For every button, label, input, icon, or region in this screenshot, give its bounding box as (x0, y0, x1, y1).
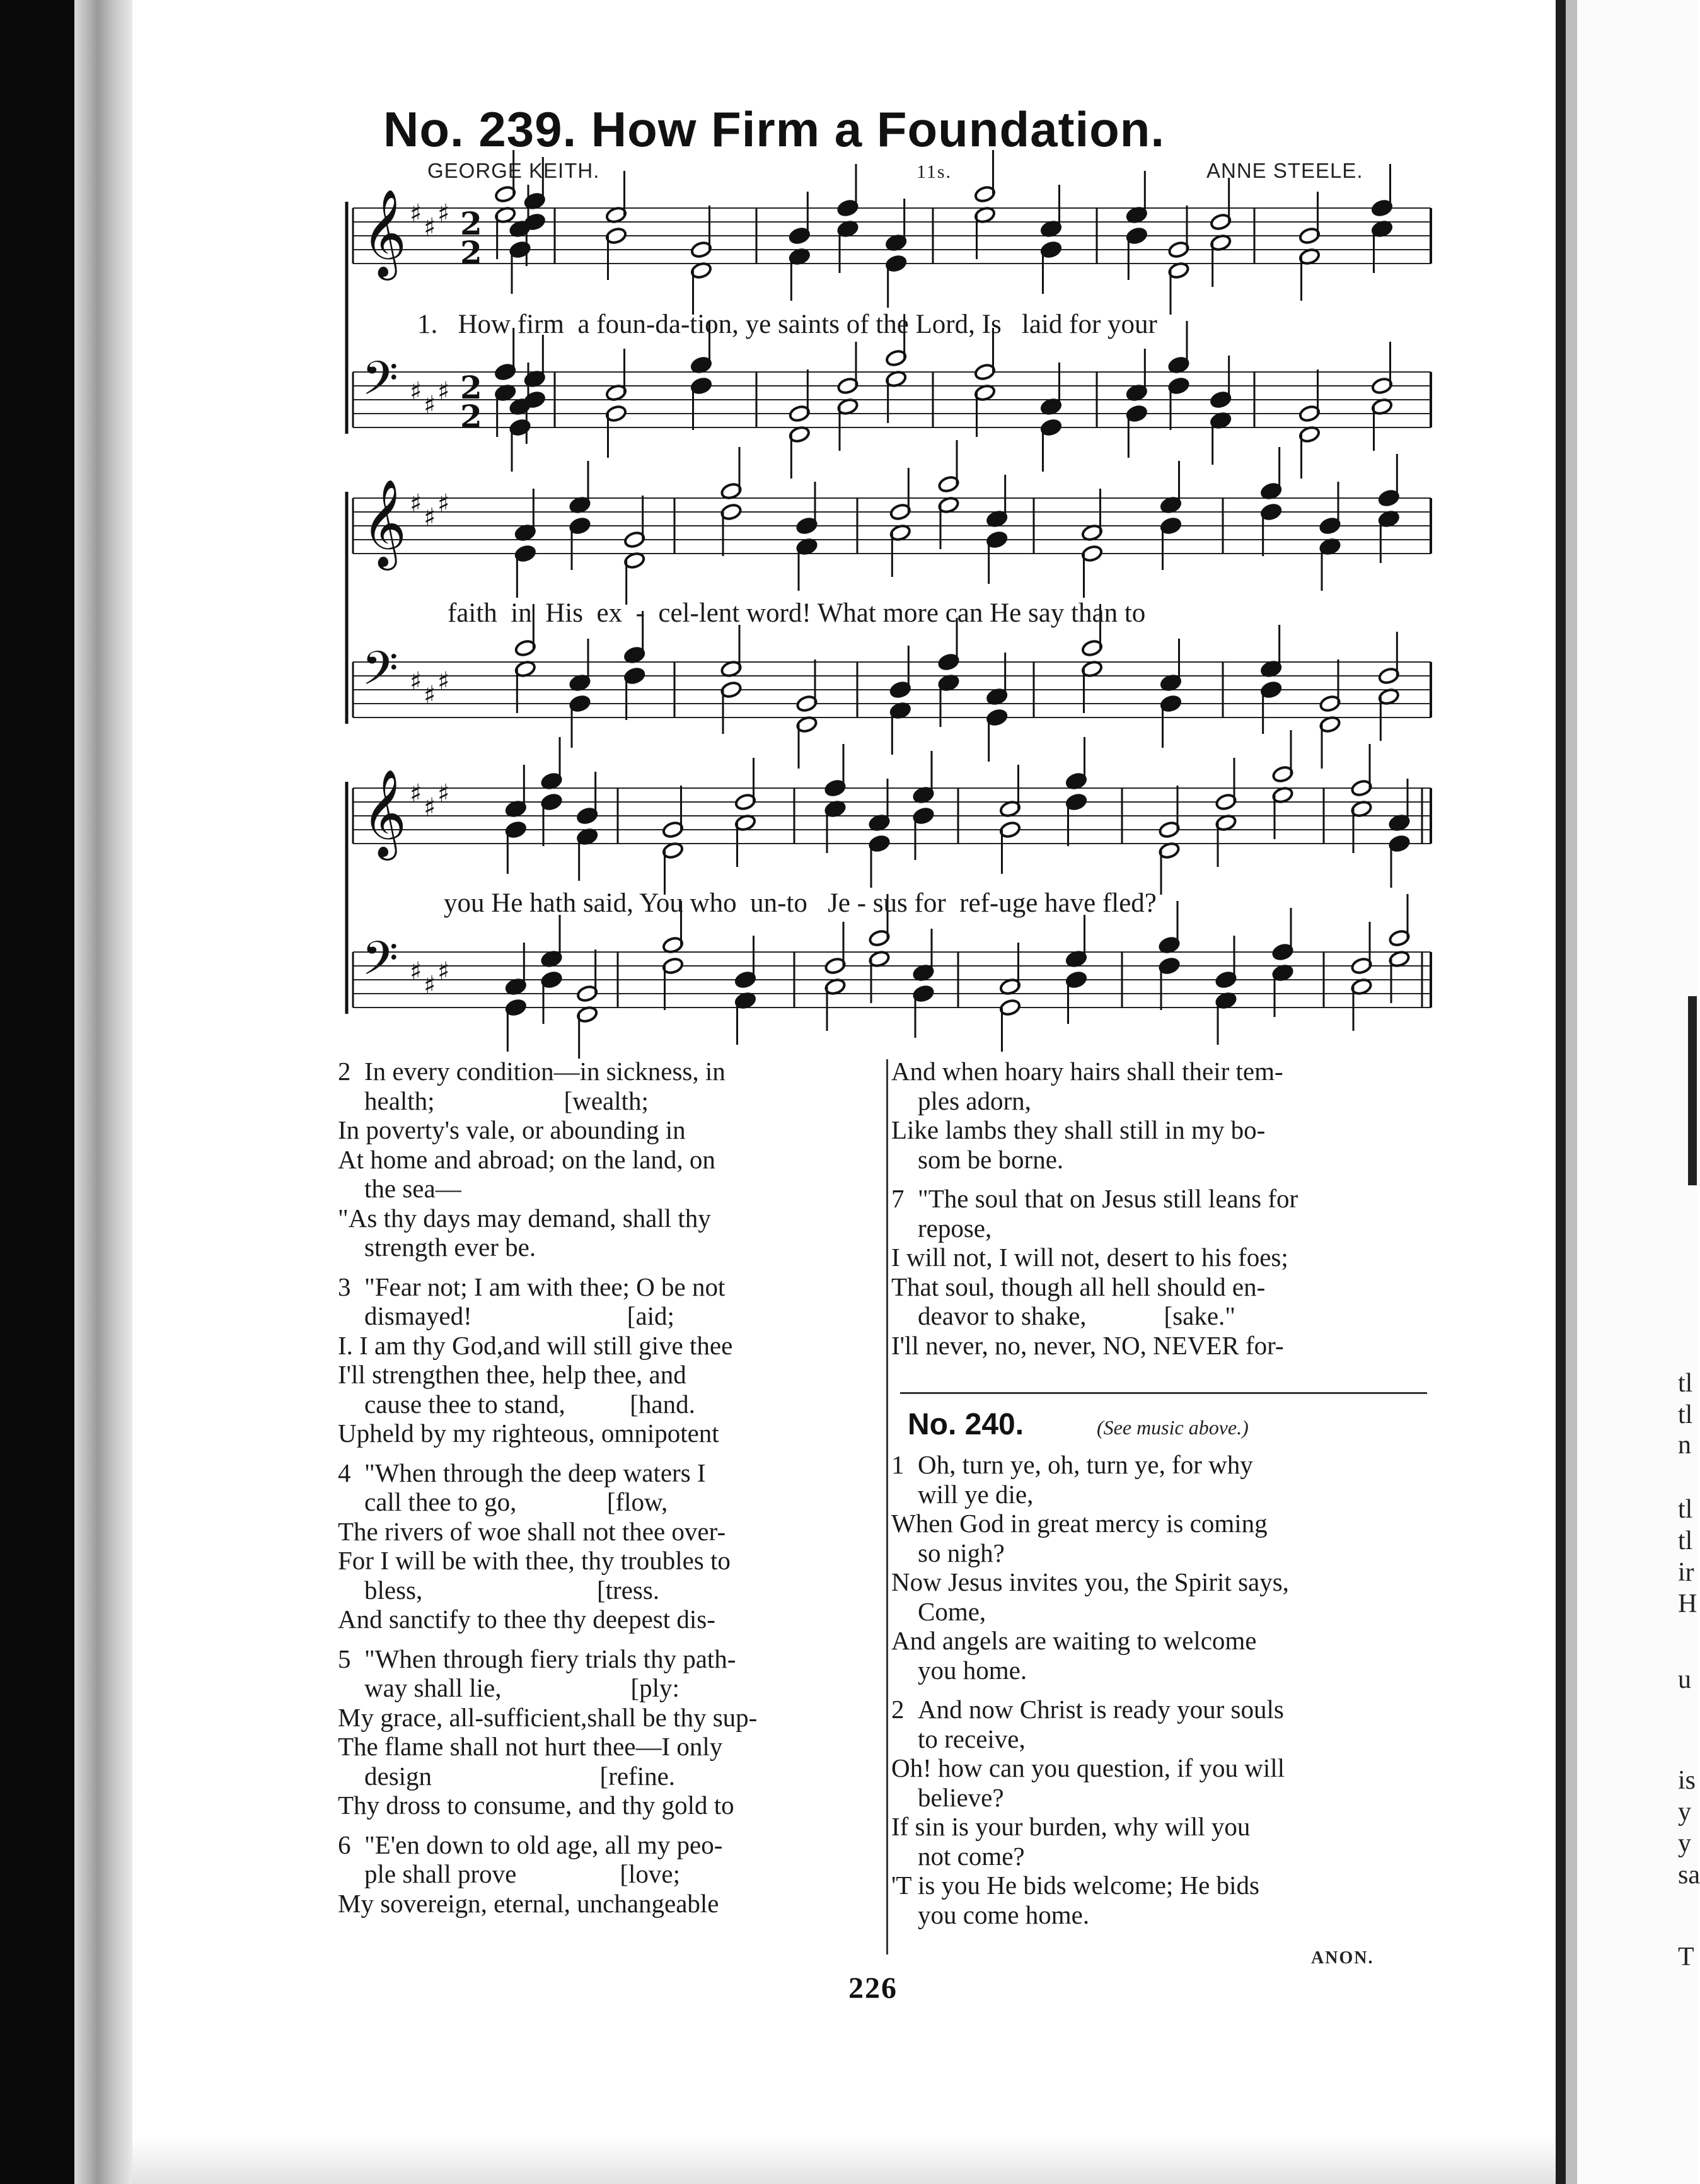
verse-line (338, 1546, 875, 1576)
verse-text: My sovereign, eternal, unchangeable (338, 1888, 719, 1918)
verse-number: 2 (891, 1695, 905, 1724)
verse-line (891, 1057, 1427, 1086)
verse-line (338, 1419, 875, 1448)
sharp-icon: ♯ (424, 503, 436, 532)
time-signature-top: 2 (460, 369, 482, 406)
verse-line (891, 1450, 1427, 1480)
verse-text: The rivers of woe shall not thee over- (338, 1516, 726, 1546)
verse-line (891, 1145, 1427, 1175)
verse-text: My grace, all-sufficient,shall be thy sup- (338, 1702, 758, 1732)
verse-text: And now Christ is ready your souls (918, 1695, 1284, 1724)
verse-text: Oh, turn ye, oh, turn ye, for why (918, 1450, 1253, 1479)
verse-line (338, 1331, 875, 1361)
verse-text: Oh! how can you question, if you will (891, 1753, 1285, 1782)
verse-text: I will not, I will not, desert to his foes; (891, 1243, 1288, 1272)
verse-text: The flame shall not hurt thee—I only (338, 1732, 723, 1761)
verse-line (891, 1538, 1427, 1568)
verse-line (338, 1605, 875, 1634)
sharp-icon: ♯ (424, 681, 436, 710)
sharp-icon: ♯ (437, 489, 450, 518)
verse-text: At home and abroad; on the land, on (338, 1144, 715, 1174)
verse-line (338, 1576, 875, 1605)
verse-number: 5 (338, 1644, 351, 1673)
sharp-icon: ♯ (424, 793, 436, 822)
sharp-icon: ♯ (410, 377, 422, 406)
verse-line (338, 1360, 875, 1390)
verse-block (891, 1057, 1427, 1174)
adjacent-page-fragment: tl (1678, 1400, 1693, 1429)
verse-block (338, 1644, 875, 1820)
verse-text: to receive, (918, 1724, 1026, 1753)
scan-background (0, 0, 74, 2184)
verse-block (891, 1450, 1427, 1685)
verse-line (891, 1783, 1427, 1813)
verses-right-column (891, 1057, 1427, 1370)
verse-line (891, 1214, 1427, 1243)
adjacent-page-rule (1688, 996, 1697, 1185)
time-signature-top: 2 (460, 205, 482, 242)
verse-line (338, 1673, 875, 1703)
column-divider (886, 1059, 888, 1955)
adjacent-page-edge (1577, 0, 1700, 2184)
verse-number: 7 (891, 1184, 905, 1213)
verse-text: And sanctify to thee thy deepest dis- (338, 1605, 715, 1634)
verse-line (338, 1390, 875, 1419)
verse-line (338, 1174, 875, 1204)
sharp-icon: ♯ (437, 377, 450, 406)
adjacent-page-fragment: is (1678, 1766, 1696, 1795)
verse-text: you come home. (918, 1900, 1090, 1929)
verse-text: Like lambs they shall still in my bo- (891, 1115, 1266, 1144)
verse-text: 'T is you He bids welcome; He bids (891, 1871, 1259, 1900)
verse-number: 2 (338, 1057, 351, 1086)
sharp-icon: ♯ (410, 489, 422, 518)
verse-line (891, 1272, 1427, 1302)
verse-block (891, 1184, 1427, 1360)
verse-text: deavor to shake, [sake." (918, 1301, 1236, 1330)
verse-text: And when hoary hairs shall their tem- (891, 1057, 1283, 1086)
verse-text: the sea— (364, 1174, 461, 1203)
sharp-icon: ♯ (437, 779, 450, 808)
verse-line (891, 1724, 1427, 1754)
verse-text: Thy dross to consume, and thy gold to (338, 1791, 734, 1820)
treble-clef-icon: 𝄞 (362, 769, 407, 857)
adjacent-page-fragment: T (1678, 1943, 1694, 1972)
page-number: 226 (848, 1972, 898, 2005)
verse-block (338, 1272, 875, 1448)
verse-text: I. I am thy God,and will still give thee (338, 1330, 733, 1360)
hymn-240-verses (891, 1450, 1427, 1939)
verse-line (338, 1703, 875, 1733)
verse-block (338, 1830, 875, 1919)
book-page-edges (74, 0, 132, 2184)
adjacent-page-fragment: H (1678, 1589, 1697, 1618)
verse-text: bless, [tress. (364, 1575, 660, 1605)
hymn-240-note: (See music above.) (1097, 1416, 1249, 1439)
lyric-line-3: you He hath said, You who un-to Je - sus for ref-uge have fled? (444, 888, 1157, 918)
verse-number: 3 (338, 1272, 351, 1301)
verse-line (338, 1057, 875, 1086)
verse-line (891, 1567, 1427, 1597)
verse-number: 1 (891, 1450, 905, 1479)
verse-block (891, 1695, 1427, 1929)
bass-clef-icon: 𝄢 (362, 641, 398, 707)
author-credit: ANNE STEELE. (1206, 159, 1363, 182)
verse-text: In poverty's vale, or abounding in (338, 1115, 686, 1144)
verse-line (891, 1301, 1427, 1331)
verse-text: you home. (918, 1655, 1027, 1685)
verse-line (338, 1115, 875, 1145)
verse-line (338, 1889, 875, 1919)
lyric-line-1: 1. How firm a foun-da-tion, ye saints of the Lord, Is laid for your (417, 310, 1157, 339)
verse-text: "When through the deep waters I (364, 1458, 706, 1487)
verse-line (891, 1115, 1427, 1145)
verse-text: When God in great mercy is coming (891, 1509, 1268, 1538)
verse-text: cause thee to stand, [hand. (364, 1389, 695, 1419)
verse-line (338, 1086, 875, 1116)
composer-credit: GEORGE KEITH. (427, 159, 600, 182)
verse-text: som be borne. (918, 1144, 1064, 1174)
verse-line (891, 1331, 1427, 1361)
verse-line (338, 1233, 875, 1262)
verse-line (891, 1597, 1427, 1627)
verse-line (891, 1509, 1427, 1538)
time-signature-bottom: 2 (460, 234, 482, 271)
sharp-icon: ♯ (437, 957, 450, 986)
verse-text: ples adorn, (918, 1086, 1031, 1115)
verse-line (338, 1762, 875, 1791)
verse-text: health; [wealth; (364, 1086, 649, 1115)
verse-line (891, 1753, 1427, 1783)
verse-number: 6 (338, 1830, 351, 1859)
verse-text: For I will be with thee, thy troubles to (338, 1546, 731, 1575)
sharp-icon: ♯ (410, 779, 422, 808)
verse-text: And angels are waiting to welcome (891, 1626, 1257, 1655)
verse-text: I'll strengthen thee, help thee, and (338, 1360, 686, 1389)
hymn-240-attribution: ANON. (1311, 1948, 1374, 1968)
verse-text: "The soul that on Jesus still leans for (918, 1184, 1298, 1213)
hymn-title: No. 239. How Firm a Foundation. (383, 102, 1165, 157)
verse-line (891, 1086, 1427, 1116)
adjacent-page-fragment: sa (1678, 1861, 1700, 1890)
sharp-icon: ♯ (410, 957, 422, 986)
verse-text: If sin is your burden, why will you (891, 1812, 1251, 1841)
verse-text: strength ever be. (364, 1233, 536, 1262)
sharp-icon: ♯ (437, 199, 450, 228)
verse-line (338, 1458, 875, 1488)
verse-text: ple shall prove [love; (364, 1859, 681, 1888)
hymn-240-number: No. 240. (908, 1408, 1024, 1441)
verse-line (338, 1732, 875, 1762)
verse-line (891, 1900, 1427, 1930)
meter-label: 11s. (916, 161, 952, 182)
verse-text: so nigh? (918, 1538, 1005, 1567)
treble-clef-icon: 𝄞 (362, 189, 407, 277)
bass-clef-icon: 𝄢 (362, 351, 398, 417)
verse-block (338, 1057, 875, 1262)
verse-text: That soul, though all hell should en- (891, 1272, 1266, 1301)
verse-line (338, 1272, 875, 1302)
time-signature-bottom: 2 (460, 398, 482, 435)
verse-line (338, 1517, 875, 1547)
verse-line (891, 1626, 1427, 1656)
spine-gutter (1566, 0, 1577, 2184)
verse-text: Come, (918, 1596, 986, 1626)
sharp-icon: ♯ (424, 971, 436, 1000)
verse-text: "When through fiery trials thy path- (364, 1644, 736, 1673)
sharp-icon: ♯ (410, 667, 422, 696)
verse-text: believe? (918, 1782, 1004, 1812)
verse-number: 4 (338, 1458, 351, 1487)
verse-line (891, 1184, 1427, 1214)
verse-text: not come? (918, 1841, 1025, 1871)
sharp-icon: ♯ (424, 391, 436, 420)
verse-text: design [refine. (364, 1761, 676, 1791)
section-divider (900, 1392, 1427, 1394)
verse-text: dismayed! [aid; (364, 1301, 674, 1330)
adjacent-page-fragment: u (1678, 1665, 1691, 1694)
verse-line (891, 1695, 1427, 1724)
verse-line (891, 1656, 1427, 1685)
verse-text: repose, (918, 1213, 992, 1243)
adjacent-page-fragment: tl (1678, 1369, 1693, 1398)
verse-line (338, 1644, 875, 1674)
adjacent-page-fragment: tl (1678, 1526, 1693, 1555)
sharp-icon: ♯ (437, 667, 450, 696)
verse-text: Upheld by my righteous, omnipotent (338, 1419, 719, 1448)
verse-text: "E'en down to old age, all my peo- (364, 1830, 723, 1859)
verse-text: Now Jesus invites you, the Spirit says, (891, 1567, 1289, 1596)
verse-text: way shall lie, [ply: (364, 1673, 679, 1702)
verse-line (338, 1145, 875, 1175)
verse-line (891, 1871, 1427, 1900)
verse-line (891, 1812, 1427, 1842)
verse-text: will ye die, (918, 1479, 1034, 1509)
verse-text: I'll never, no, never, NO, NEVER for- (891, 1330, 1284, 1360)
verse-line (891, 1842, 1427, 1871)
adjacent-page-fragment: ir (1678, 1558, 1694, 1587)
bass-clef-icon: 𝄢 (362, 931, 398, 997)
verse-text: "As thy days may demand, shall thy (338, 1203, 711, 1233)
sharp-icon: ♯ (424, 213, 436, 242)
page-bottom-edge (132, 2137, 1557, 2184)
verse-line (338, 1301, 875, 1331)
verse-line (338, 1791, 875, 1820)
verse-line (338, 1204, 875, 1233)
verse-line (338, 1830, 875, 1860)
verse-text: In every condition—in sickness, in (364, 1057, 726, 1086)
verse-line (338, 1859, 875, 1889)
adjacent-page-fragment: n (1678, 1431, 1691, 1460)
verse-line (338, 1487, 875, 1517)
treble-clef-icon: 𝄞 (362, 479, 407, 567)
verse-text: call thee to go, [flow, (364, 1487, 668, 1516)
lyric-line-2: faith in His ex - cel-lent word! What more can He say than to (448, 598, 1146, 628)
adjacent-page-fragment: y (1678, 1829, 1691, 1858)
verse-line (891, 1243, 1427, 1272)
verse-text: "Fear not; I am with thee; O be not (364, 1272, 726, 1301)
adjacent-page-fragment: y (1678, 1798, 1691, 1827)
verses-left-column (338, 1057, 875, 1928)
adjacent-page-fragment: tl (1678, 1495, 1693, 1524)
verse-line (891, 1480, 1427, 1509)
sharp-icon: ♯ (410, 199, 422, 228)
verse-block (338, 1458, 875, 1634)
book-spine (1556, 0, 1566, 2184)
